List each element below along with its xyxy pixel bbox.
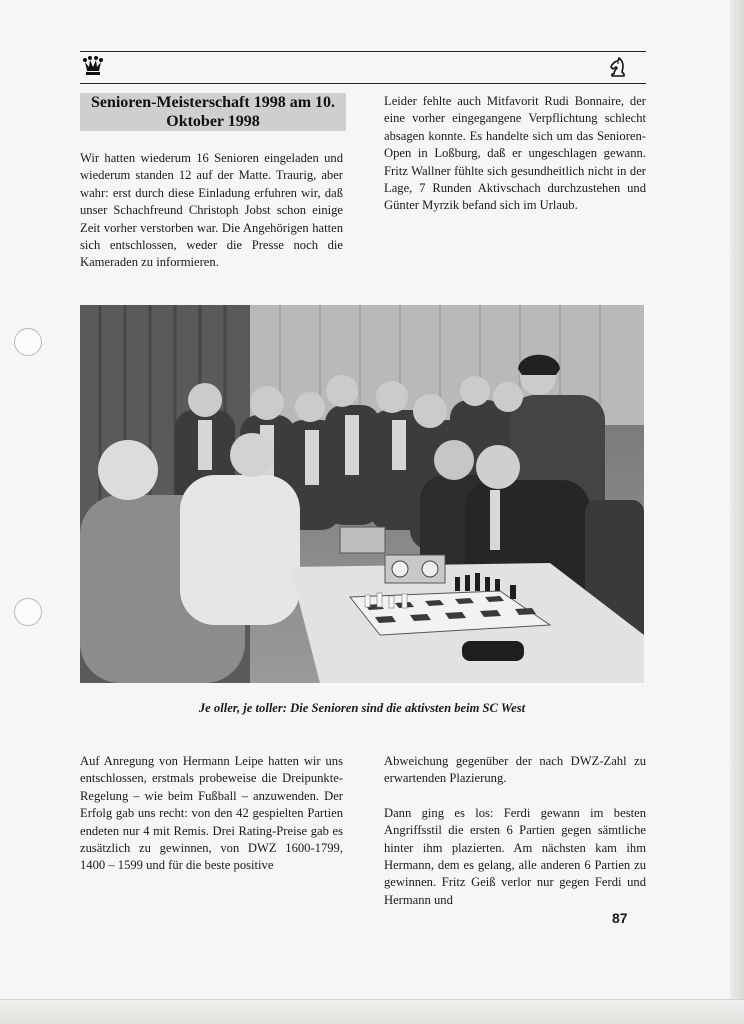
group-photo xyxy=(80,305,644,683)
punch-hole-upper xyxy=(14,328,42,356)
scan-edge xyxy=(730,0,744,1024)
right-paragraph: Leider fehlte auch Mitfavorit Rudi Bonnaire, der eine vorher eingegangene Verpflichtung schlecht absagen konnte. Es handelte sich um das Senioren-Open in Loßburg, daß er ungeschlagen gewann. Fritz Wallner fühlte sich gesundheitlich nicht in der Lage, 7 Runden Aktivschach durchzustehen und Günter Myrzik befand sich im Urlaub. xyxy=(384,94,646,213)
article-title: Senioren-Meisterschaft 1998 am 10. Oktober 1998 xyxy=(90,94,336,130)
intro-paragraph: Wir hatten wiederum 16 Senioren eingeladen und wiederum standen 12 auf der Matte. Traurig, aber wahr: erst durch diese Einladung erfuhren wir, daß unser Schachfreund Christoph Jobst schon einige Zeit vorher verstorben war. Die Angehörigen hatten sich entschlossen, weder die Presse noch die Kameraden zu informieren. xyxy=(80,151,343,270)
page-number: 87 xyxy=(612,910,628,926)
lower-left-column xyxy=(80,753,343,875)
article-title-box xyxy=(80,93,346,131)
header-rule-top xyxy=(80,51,646,52)
chess-knight-icon xyxy=(606,55,630,79)
photo-illustration xyxy=(80,305,644,683)
photo-caption: Je oller, je toller: Die Senioren sind die aktivsten beim SC West xyxy=(198,701,526,715)
bottom-right-paragraph-2: Dann ging es los: Ferdi gewann im besten Angriffsstil die ersten 6 Partien gegen sämtliche hinter ihm plazierten. Am nächsten kam ihm Hermann, dem es gelang, alle anderen 6 Partien zu gewinnen. Fritz Geiß verlor nur gegen Ferdi und Hermann und xyxy=(384,805,646,907)
intro-column xyxy=(80,150,343,272)
header-rule-bottom xyxy=(80,83,646,84)
right-column-top xyxy=(384,93,646,215)
bottom-right-paragraph-1: Abweichung gegenüber der nach DWZ-Zahl zu erwartenden Plazierung. xyxy=(384,754,646,786)
lower-right-column xyxy=(384,753,646,909)
chess-queen-icon xyxy=(82,55,104,77)
punch-hole-lower xyxy=(14,598,42,626)
bottom-left-paragraph: Auf Anregung von Hermann Leipe hatten wir uns entschlossen, erstmals probeweise die Dreipunkte-Regelung – wie beim Fußball – anzuwenden. Der Erfolg gab uns recht: von den 42 gespielten Partien endeten nur 4 mit Remis. Drei Rating-Preise gab es zusätzlich zu gewinnen, von DWZ 1600-1799, 1400 – 1599 und für die beste positive xyxy=(80,754,343,873)
scan-bottom-edge xyxy=(0,999,744,1024)
